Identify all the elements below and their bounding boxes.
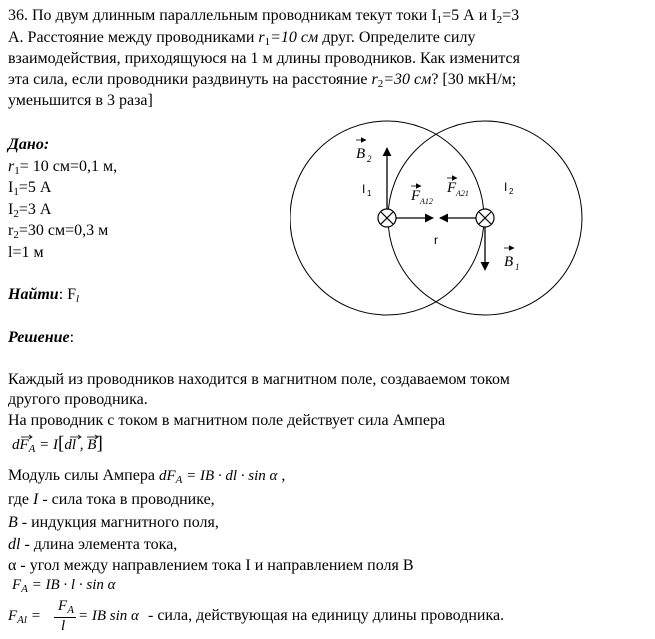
- label-r: r: [434, 233, 438, 247]
- svg-text:1: 1: [367, 189, 372, 198]
- svg-text:I: I: [504, 180, 508, 194]
- label-b1: [504, 248, 520, 272]
- solution-title: Решение:: [8, 329, 75, 346]
- label-i1: [362, 182, 372, 198]
- svg-text:1: 1: [515, 262, 520, 272]
- solution-para-7: dl - длина элемента тока,: [8, 536, 178, 553]
- svg-text:F: F: [411, 188, 421, 204]
- conductors-diagram: [290, 118, 590, 338]
- conductor-2-icon: [476, 209, 494, 227]
- given-r1: $r_1= 10$ см=0,1 м,: [8, 158, 118, 177]
- svg-text:A21: A21: [456, 189, 469, 198]
- vector-arrow-icon: [21, 434, 33, 440]
- svg-text:2: 2: [509, 187, 514, 196]
- conductor-1-icon: [378, 209, 396, 227]
- problem-line-1: 36. По двум длинным параллельным проводникам текут токи $I_1=5$ А и $I_2=3$: [8, 7, 520, 26]
- find-line: Найти: $F_l$: [8, 286, 80, 305]
- svg-text:B: B: [356, 146, 366, 162]
- formula-ampere-vector: $dF_A$ = I[dl , B ]: [12, 433, 103, 455]
- svg-text:B: B: [504, 254, 514, 270]
- solution-para-2: другого проводника.: [8, 391, 148, 408]
- solution-para-5: где I - сила тока в проводнике,: [8, 491, 215, 508]
- given-l: l=1 м: [8, 244, 44, 261]
- vector-arrow-icon: [70, 434, 82, 440]
- problem-line-2: А. Расстояние между проводниками $r_1=10$ см друг. Определите силу: [8, 29, 476, 48]
- label-fa12: [410, 186, 433, 206]
- solution-para-4: Модуль силы Ампера $dF_A$ = IB · dl · sin α ,: [8, 467, 286, 486]
- given-i2: $I_2=3$ А: [8, 201, 52, 220]
- vector-arrow-icon: [87, 434, 99, 440]
- problem-line-3: взаимодействия, приходящуюся на 1 м длины проводников. Как изменится: [8, 50, 520, 67]
- problem-line-4: эта сила, если проводники раздвинуть на расстояние $r_2=30$ см? [30 мкН/м;: [8, 71, 517, 90]
- svg-text:I: I: [362, 182, 366, 196]
- label-b2: [356, 140, 372, 164]
- label-i2: [504, 180, 514, 196]
- solution-para-6: B - индукция магнитного поля,: [8, 514, 219, 531]
- given-r2: $r_2=30$ см=0,3 м: [8, 222, 109, 241]
- formula-ampere-force: $F_A$ = IB · l · sin α: [12, 577, 116, 595]
- svg-text:A12: A12: [420, 197, 433, 206]
- svg-text:F: F: [447, 180, 457, 196]
- solution-para-1: Каждый из проводников находится в магнитном поле, создаваемом током: [8, 371, 510, 388]
- problem-line-5: уменьшится в 3 раза]: [8, 92, 153, 109]
- given-i1: $I_1=5$ А: [8, 179, 52, 198]
- solution-para-3: На проводник с током в магнитном поле действует сила Ампера: [8, 412, 446, 429]
- solution-para-8: α - угол между направлением тока I и направлением поля B: [8, 557, 414, 574]
- svg-text:2: 2: [367, 154, 372, 164]
- given-title: Дано:: [8, 136, 50, 153]
- label-fa21: [446, 178, 469, 198]
